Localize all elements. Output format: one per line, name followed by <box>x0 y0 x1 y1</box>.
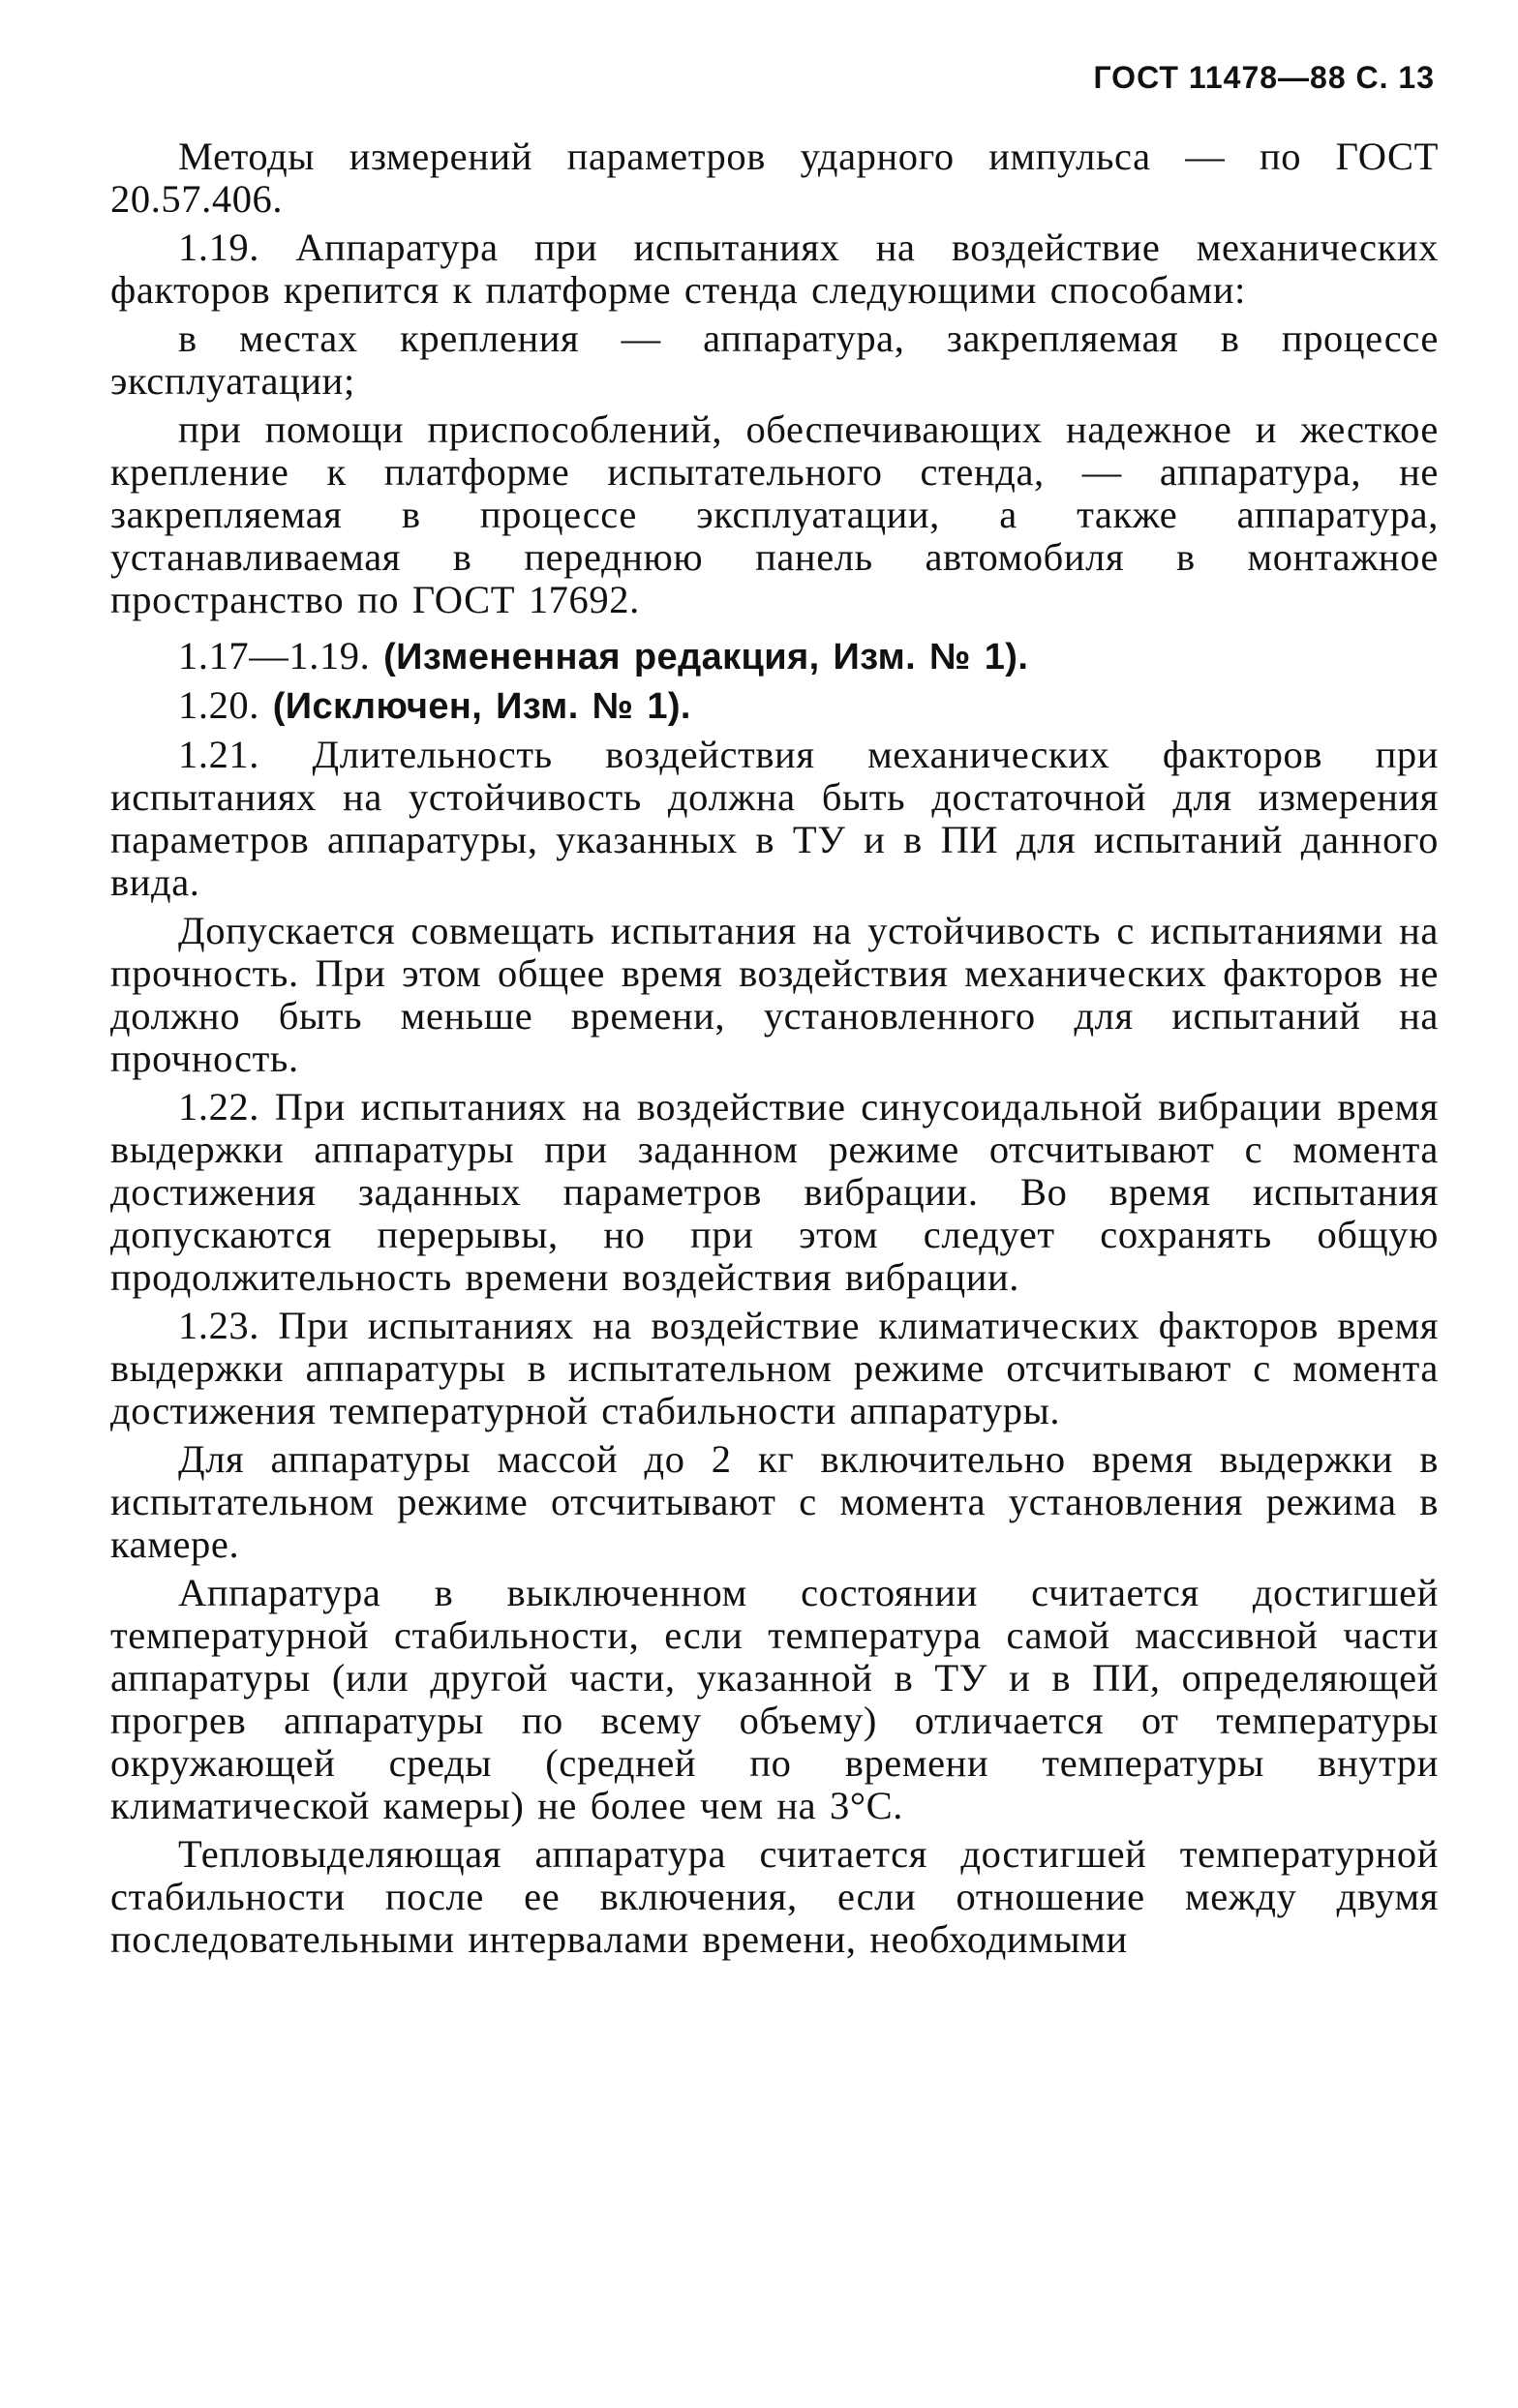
paragraph-mounting-places: в местах крепления — аппаратура, закрепляемая в процессе эксплуатации; <box>110 316 1439 403</box>
paragraph-mass-2kg: Для аппаратуры массой до 2 кг включительно время выдержки в испытательном режиме отсчитывают с момента установления режима в камере. <box>110 1437 1439 1566</box>
paragraph-1-22: 1.22. При испытаниях на воздействие синусоидальной вибрации время выдержки аппаратуры при заданном режиме отсчитывают с момента достижения заданных параметров вибрации. Во время испытания допускаются перерывы, но при этом следует сохранять общую продолжительность времени воздействия вибрации. <box>110 1085 1439 1299</box>
running-header: ГОСТ 11478—88 С. 13 <box>1093 60 1435 95</box>
paragraph-fixtures: при помощи приспособлений, обеспечивающих надежное и жесткое крепление к платформе испытательного стенда, — аппаратура, не закрепляемая в процессе эксплуатации, а также аппаратура, устанавливаемая в переднюю панель автомобиля в монтажное пространство по ГОСТ 17692. <box>110 407 1439 621</box>
paragraph-1-21: 1.21. Длительность воздействия механических факторов при испытаниях на устойчивость должна быть достаточной для измерения параметров аппаратуры, указанных в ТУ и в ПИ для испытаний данного вида. <box>110 733 1439 904</box>
amendment-note-1-17-1-19 <box>110 635 1439 678</box>
amendment-prefix: 1.17—1.19. <box>178 634 384 677</box>
amendment-bold: (Измененная редакция, Изм. № 1). <box>383 637 1029 677</box>
amendment-bold: (Исключен, Изм. № 1). <box>272 686 691 727</box>
body-text <box>110 135 1439 1967</box>
paragraph-switched-off: Аппаратура в выключенном состоянии считается достигшей температурной стабильности, если температура самой массивной части аппаратуры (или другой части, указанной в ТУ и в ПИ, определяющей прогрев аппаратуры по всему объему) отличается от температуры окружающей среды (средней по времени температуры внутри климатической камеры) не более чем на 3°С. <box>110 1571 1439 1827</box>
paragraph-1-19: 1.19. Аппаратура при испытаниях на воздействие механических факторов крепится к платформе стенда следующими способами: <box>110 226 1439 312</box>
paragraph-methods: Методы измерений параметров ударного импульса — по ГОСТ 20.57.406. <box>110 135 1439 221</box>
paragraph-1-23: 1.23. При испытаниях на воздействие климатических факторов время выдержки аппаратуры в испытательном режиме отсчитывают с момента достижения температурной стабильности аппаратуры. <box>110 1304 1439 1432</box>
paragraph-combined-tests: Допускается совмещать испытания на устойчивость с испытаниями на прочность. При этом общее время воздействия механических факторов не должно быть меньше времени, установленного для испытаний на прочность. <box>110 909 1439 1080</box>
amendment-prefix: 1.20. <box>178 683 273 727</box>
paragraph-heat-generating: Тепловыделяющая аппаратура считается достигшей температурной стабильности после ее включения, если отношение между двумя последовательными интервалами времени, необходимыми <box>110 1832 1439 1961</box>
amendment-note-1-20 <box>110 684 1439 728</box>
